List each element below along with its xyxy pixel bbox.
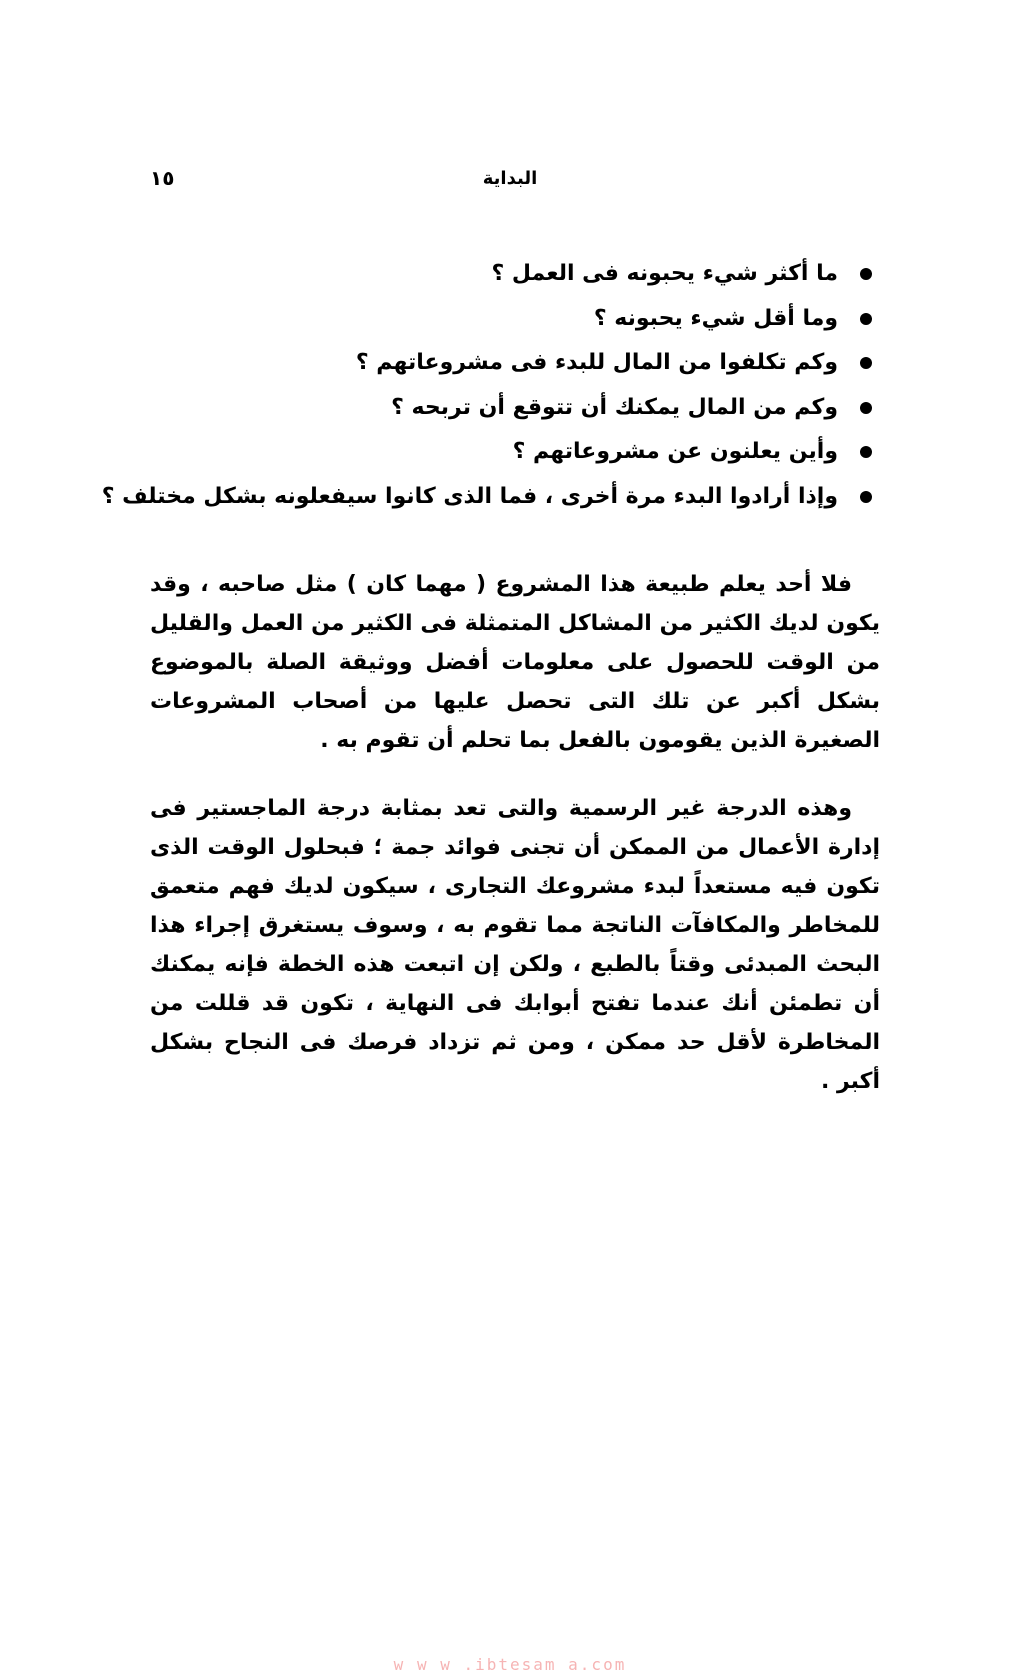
list-item bbox=[150, 341, 880, 386]
bullet-icon bbox=[860, 446, 872, 458]
bullet-icon bbox=[860, 402, 872, 414]
bullet-icon bbox=[860, 491, 872, 503]
list-item bbox=[101, 475, 880, 520]
list-item-text: وكم تكلفوا من المال للبدء فى مشروعاتهم ؟ bbox=[355, 350, 838, 375]
bullet-icon bbox=[860, 268, 872, 280]
list-item-text: وإذا أرادوا البدء مرة أخرى ، فما الذى كانوا سيفعلونه بشكل مختلف ؟ bbox=[101, 483, 838, 509]
body-paragraph-1 bbox=[150, 565, 880, 760]
bullet-icon bbox=[860, 313, 872, 325]
site-watermark: w w w .ibtesam a.com bbox=[393, 1655, 627, 1674]
question-list bbox=[101, 252, 880, 519]
paragraph-text: وهذه الدرجة غير الرسمية والتى تعد بمثابة درجة الماجستير فى إدارة الأعمال من الممكن أن تجنى فوائد جمة ؛ فبحلول الوقت الذى تكون فيه مستعداً لبدء مشروعك التجارى ، سيكون لديك فهم متعمق للمخاطر والمكافآت الناتجة مما تقوم به ، وسوف يستغرق إجراء هذا البحث المبدئى وقتاً بالطبع ، ولكن إن اتبعت هذه الخطة فإنه يمكنك أن تطمئن أنك عندما تفتح أبوابك فى النهاية ، تكون قد قللت من المخاطرة لأقل حد ممكن ، ومن ثم تزداد فرصك فى النجاح بشكل أكبر . bbox=[150, 796, 880, 1094]
list-item bbox=[150, 252, 880, 297]
bullet-icon bbox=[860, 357, 872, 369]
list-item bbox=[150, 297, 880, 342]
list-item-text: وكم من المال يمكنك أن تتوقع أن تربحه ؟ bbox=[391, 394, 838, 420]
page-number: ١٥ bbox=[150, 166, 175, 190]
list-item-text: ما أكثر شيء يحبونه فى العمل ؟ bbox=[491, 261, 838, 286]
page-header bbox=[150, 168, 870, 200]
running-title: البداية bbox=[482, 168, 538, 189]
body-paragraph-2 bbox=[150, 789, 880, 1101]
list-item-text: وما أقل شيء يحبونه ؟ bbox=[593, 305, 838, 331]
paragraph-text: فلا أحد يعلم طبيعة هذا المشروع ( مهما كان ) مثل صاحبه ، وقد يكون لديك الكثير من المشاكل المتمثلة فى الكثير من العمل والقليل من الوقت للحصول على معلومات أفضل ووثيقة الصلة بالموضوع بشكل أكبر عن تلك التى تحصل عليها من أصحاب المشروعات الصغيرة الذين يقومون بالفعل بما تحلم أن تقوم به . bbox=[150, 572, 880, 753]
list-item bbox=[150, 386, 880, 431]
list-item-text: وأين يعلنون عن مشروعاتهم ؟ bbox=[512, 439, 838, 464]
list-item bbox=[150, 430, 880, 475]
